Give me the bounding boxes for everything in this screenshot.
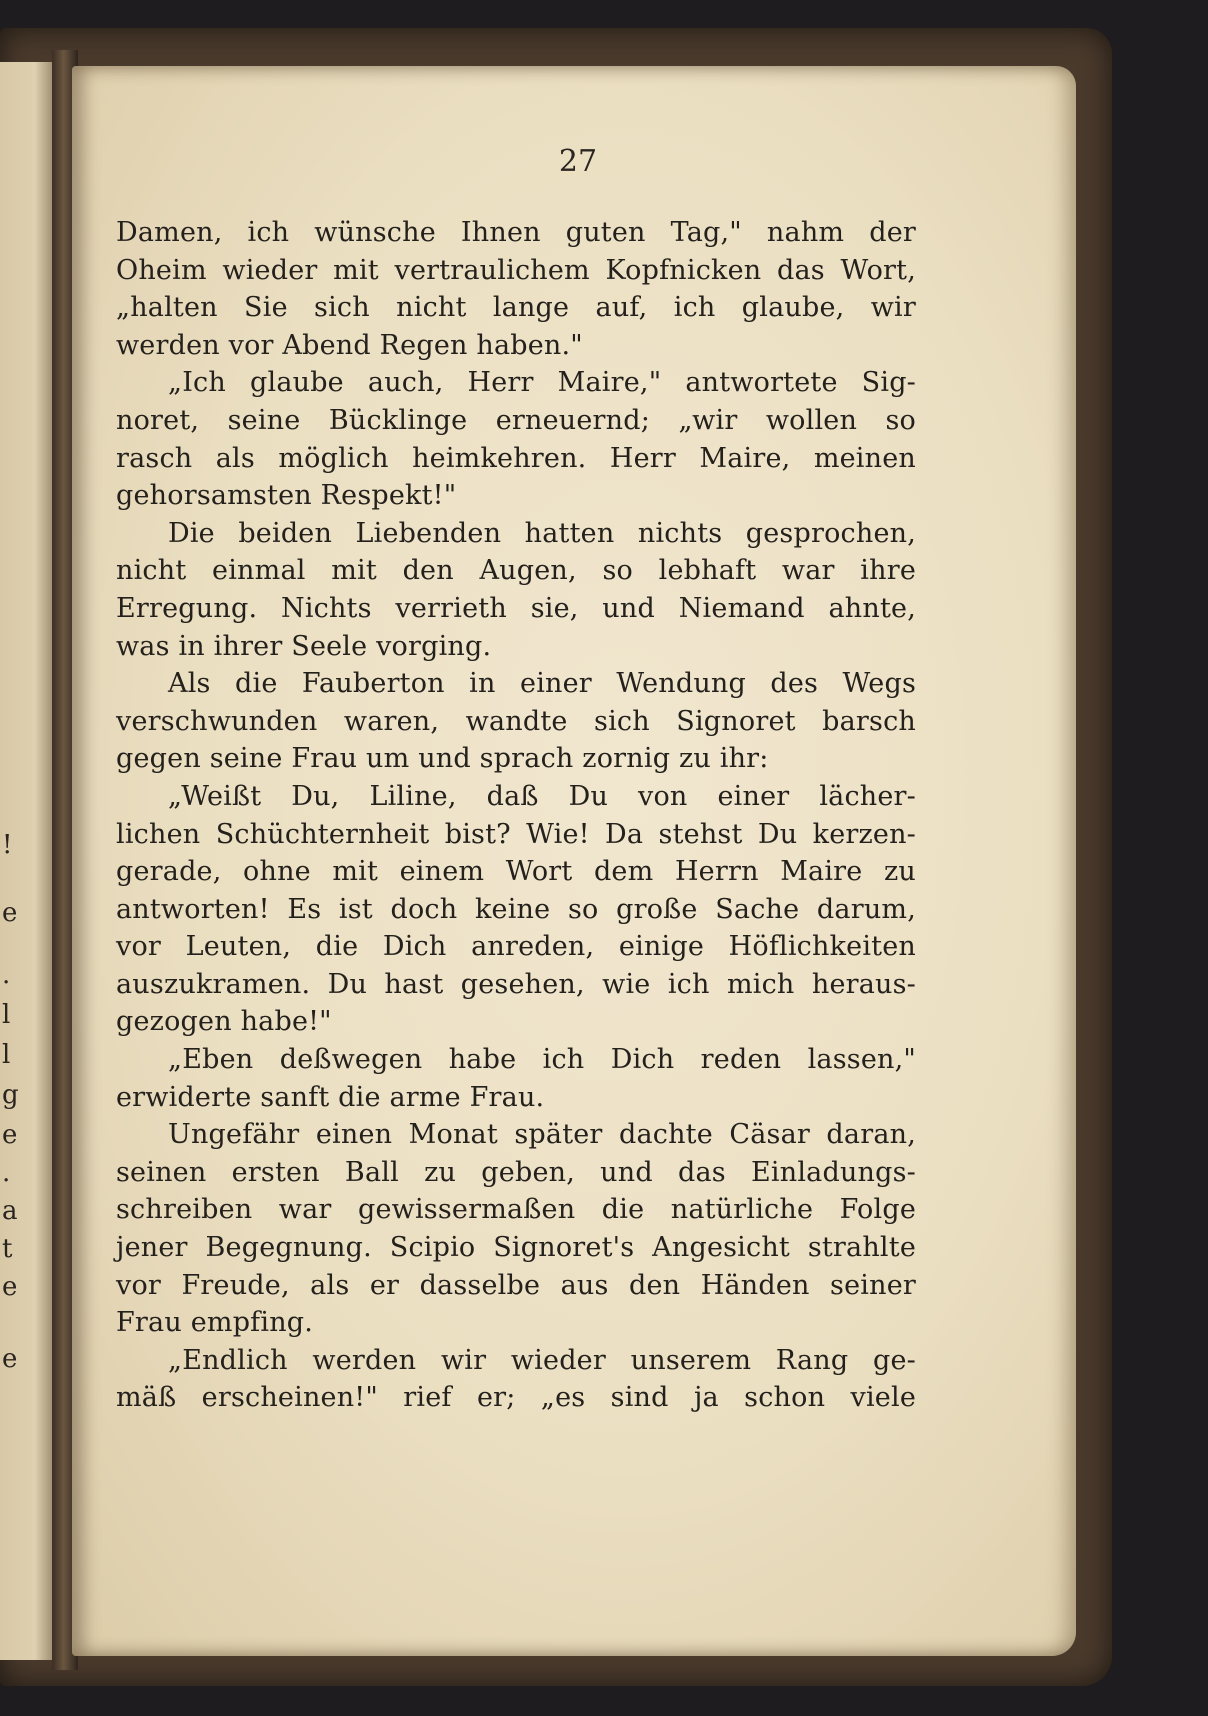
text-line: vor Freude, als er dasselbe aus den Händen seiner	[116, 1269, 916, 1301]
text-line: „halten Sie sich nicht lange auf, ich glaube, wir	[116, 292, 916, 324]
text-line: „Weißt Du, Liline, daß Du von einer lächer-	[168, 780, 916, 812]
text-line: nicht einmal mit den Augen, so lebhaft war ihre	[116, 555, 916, 587]
margin-char: l	[2, 1000, 11, 1030]
text-line: Frau empfing.	[116, 1307, 314, 1339]
text-line: gerade, ohne mit einem Wort dem Herrn Maire zu	[116, 856, 916, 888]
margin-char: g	[2, 1080, 19, 1110]
text-line: „Eben deßwegen habe ich Dich reden lassen,"	[168, 1044, 916, 1076]
margin-char: e	[2, 1272, 18, 1302]
text-line: gezogen habe!"	[116, 1006, 332, 1038]
text-line: gehorsamsten Respekt!"	[116, 480, 457, 512]
margin-char: e	[2, 898, 18, 928]
margin-char: a	[2, 1196, 18, 1226]
text-line: „Endlich werden wir wieder unserem Rang ge-	[168, 1344, 916, 1376]
text-line: lichen Schüchternheit bist? Wie! Da stehst Du kerzen-	[116, 818, 916, 850]
margin-char: .	[2, 960, 11, 990]
text-line: was in ihrer Seele vorging.	[116, 630, 492, 662]
margin-char: e	[2, 1120, 18, 1150]
text-line: antworten! Es ist doch keine so große Sache darum,	[116, 893, 916, 925]
right-page	[72, 66, 1076, 1656]
margin-char: !	[2, 830, 13, 860]
text-line: Damen, ich wünsche Ihnen guten Tag," nahm der	[116, 217, 916, 248]
text-line: Oheim wieder mit vertraulichem Kopfnicken das Wort,	[116, 254, 916, 286]
margin-char: .	[2, 1158, 11, 1188]
text-line: Ungefähr einen Monat später dachte Cäsar daran,	[168, 1119, 916, 1151]
margin-char: e	[2, 1344, 18, 1374]
text-line: vor Leuten, die Dich anreden, einige Höflichkeiten	[116, 931, 916, 963]
text-line: jener Begegnung. Scipio Signoret's Angesicht strahlte	[116, 1232, 916, 1264]
text-line: verschwunden waren, wandte sich Signoret barsch	[116, 705, 916, 737]
text-line: erwiderte sanft die arme Frau.	[116, 1081, 545, 1113]
text-line: „Ich glaube auch, Herr Maire," antwortete Sig-	[168, 367, 916, 399]
text-line: Erregung. Nichts verrieth sie, und Niemand ahnte,	[116, 592, 916, 624]
text-line: auszukramen. Du hast gesehen, wie ich mich heraus-	[116, 968, 916, 1000]
margin-char: t	[2, 1234, 13, 1264]
text-line: mäß erscheinen!" rief er; „es sind ja schon viele	[116, 1382, 916, 1414]
page-body-text	[116, 214, 916, 1417]
page-number: 27	[558, 144, 598, 179]
text-line: Die beiden Liebenden hatten nichts gesprochen,	[168, 517, 916, 549]
margin-char: l	[2, 1040, 11, 1070]
text-line: werden vor Abend Regen haben."	[116, 329, 583, 361]
text-line: Als die Fauberton in einer Wendung des Wegs	[168, 668, 916, 700]
text-line: rasch als möglich heimkehren. Herr Maire, meinen	[116, 442, 916, 474]
text-line: noret, seine Bücklinge erneuernd; „wir wollen so	[116, 404, 916, 436]
text-line: schreiben war gewissermaßen die natürliche Folge	[116, 1194, 916, 1226]
text-line: seinen ersten Ball zu geben, und das Einladungs-	[116, 1156, 916, 1188]
text-line: gegen seine Frau um und sprach zornig zu ihr:	[116, 743, 769, 775]
left-page-edge	[0, 62, 58, 1660]
